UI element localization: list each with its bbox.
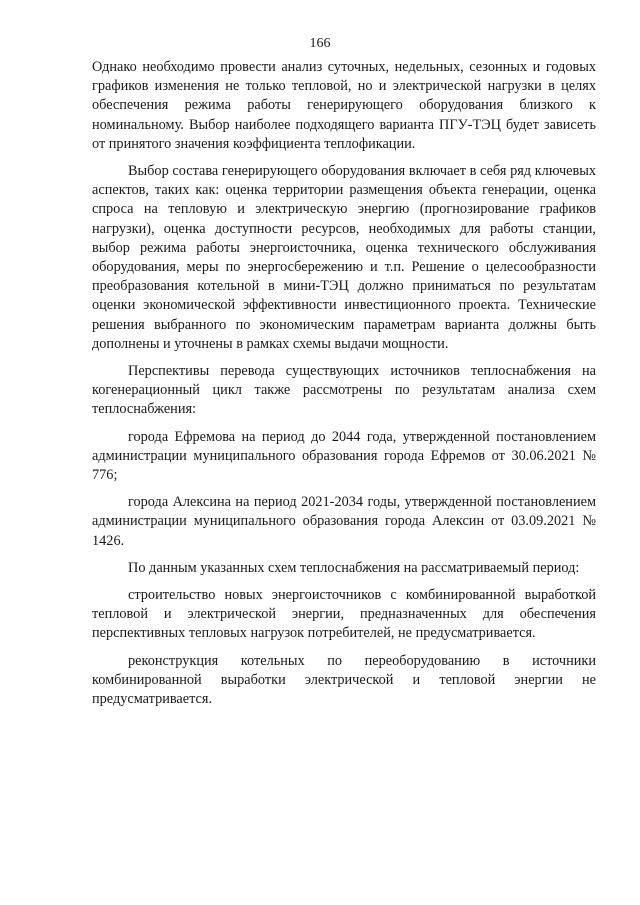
document-body	[92, 58, 596, 717]
paragraph-schemes-summary: По данным указанных схем теплоснабжения на рассматриваемый период:	[128, 559, 580, 576]
paragraph-analysis: Однако необходимо провести анализ суточных, недельных, сезонных и годовых графиков изменения не только тепловой, но и электрической нагрузки в целях обеспечения режима работы генерирующего оборудования близкого к номинальному. Выбор наиболее подходящего варианта ПГУ-ТЭЦ будет зависеть от принятого значения коэффициента теплофикации.	[92, 59, 596, 152]
page-number: 166	[309, 36, 331, 51]
list-item-efremov: города Ефремова на период до 2044 года, утвержденной постановлением администрации муниципального образования города Ефремов от 30.06.2021 № 776;	[92, 428, 596, 484]
paragraph-cogeneration-prospects: Перспективы перевода существующих источников теплоснабжения на когенерационный цикл также рассмотрены по результатам анализа схем теплоснабжения:	[92, 363, 596, 418]
paragraph-equipment-selection: Выбор состава генерирующего оборудования включает в себя ряд ключевых аспектов, таких как: оценка территории размещения объекта генерации, оценка спроса на тепловую и электрическую энергию (прогнозирование графиков нагрузки), оценка доступности ресурсов, необходимых для работы станции, выбор режима работы энергоисточника, оценка технического обслуживания оборудования, меры по энергосбережению и т.п. Решение о целесообразности преобразования котельной в мини-ТЭЦ должно приниматься по результатам оценки экономической эффективности инвестиционного проекта. Технические решения выбранного по экономическим параметрам варианта должны быть дополнены и уточнены в рамках схемы выдачи мощности.	[92, 163, 596, 352]
list-item-reconstruction: реконструкция котельных по переоборудованию в источники комбинированной выработки электрической и тепловой энергии не предусматривается.	[92, 652, 596, 708]
list-item-new-sources: строительство новых энергоисточников с комбинированной выработкой тепловой и электрической энергии, предназначенных для обеспечения перспективных тепловых нагрузок потребителей, не предусматривается.	[92, 587, 596, 642]
list-item-aleksin: города Алексина на период 2021-2034 годы, утвержденной постановлением администрации муниципального образования города Алексин от 03.09.2021 № 1426.	[92, 494, 596, 549]
